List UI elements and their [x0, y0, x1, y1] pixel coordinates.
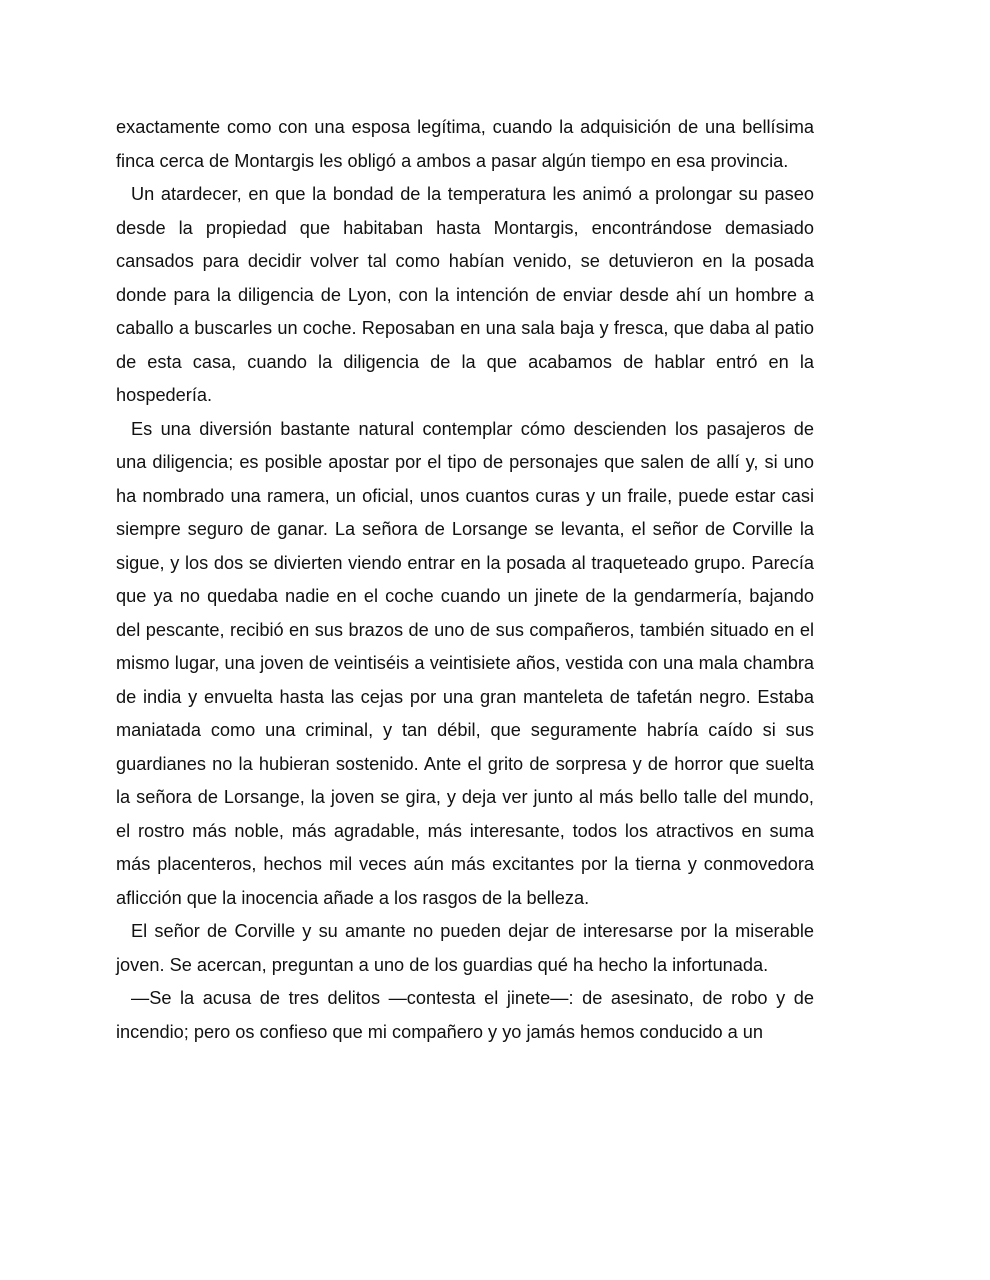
body-text	[116, 111, 814, 1049]
paragraph: El señor de Corville y su amante no pueden dejar de interesarse por la miserable joven. Se acercan, preguntan a uno de los guardias qué ha hecho la infortunada.	[116, 921, 814, 975]
paragraph: —Se la acusa de tres delitos —contesta el jinete—: de asesinato, de robo y de incendio; pero os confieso que mi compañero y yo jamás hemos conducido a un	[116, 988, 814, 1042]
paragraph: Es una diversión bastante natural contemplar cómo descienden los pasajeros de una diligencia; es posible apostar por el tipo de personajes que salen de allí y, si uno ha nombrado una ramera, un oficial, unos cuantos curas y un fraile, puede estar casi siempre seguro de ganar. La señora de Lorsange se levanta, el señor de Corville la sigue, y los dos se divierten viendo entrar en la posada al traqueteado grupo. Parecía que ya no quedaba nadie en el coche cuando un jinete de la gendarmería, bajando del pescante, recibió en sus brazos de uno de sus compañeros, también situado en el mismo lugar, una joven de veintiséis a veintisiete años, vestida con una mala chambra de india y envuelta hasta las cejas por una gran manteleta de tafetán negro. Estaba maniatada como una criminal, y tan débil, que seguramente habría caído si sus guardianes no la hubieran sostenido. Ante el grito de sorpresa y de horror que suelta la señora de Lorsange, la joven se gira, y deja ver junto al más bello talle del mundo, el rostro más noble, más agradable, más interesante, todos los atractivos en suma más placenteros, hechos mil veces aún más excitantes por la tierna y conmovedora aflicción que la inocencia añade a los rasgos de la belleza.	[116, 418, 814, 908]
paragraph-continuation: exactamente como con una esposa legítima, cuando la adquisición de una bellísima finca cerca de Montargis les obligó a ambos a pasar algún tiempo en esa provincia.	[116, 117, 814, 171]
paragraph: Un atardecer, en que la bondad de la temperatura les animó a prolongar su paseo desde la propiedad que habitaban hasta Montargis, encontrándose demasiado cansados para decidir volver tal como habían venido, se detuvieron en la posada donde para la diligencia de Lyon, con la intención de enviar desde ahí un hombre a caballo a buscarles un coche. Reposaban en una sala baja y fresca, que daba al patio de esta casa, cuando la diligencia de la que acabamos de hablar entró en la hospedería.	[116, 184, 814, 405]
